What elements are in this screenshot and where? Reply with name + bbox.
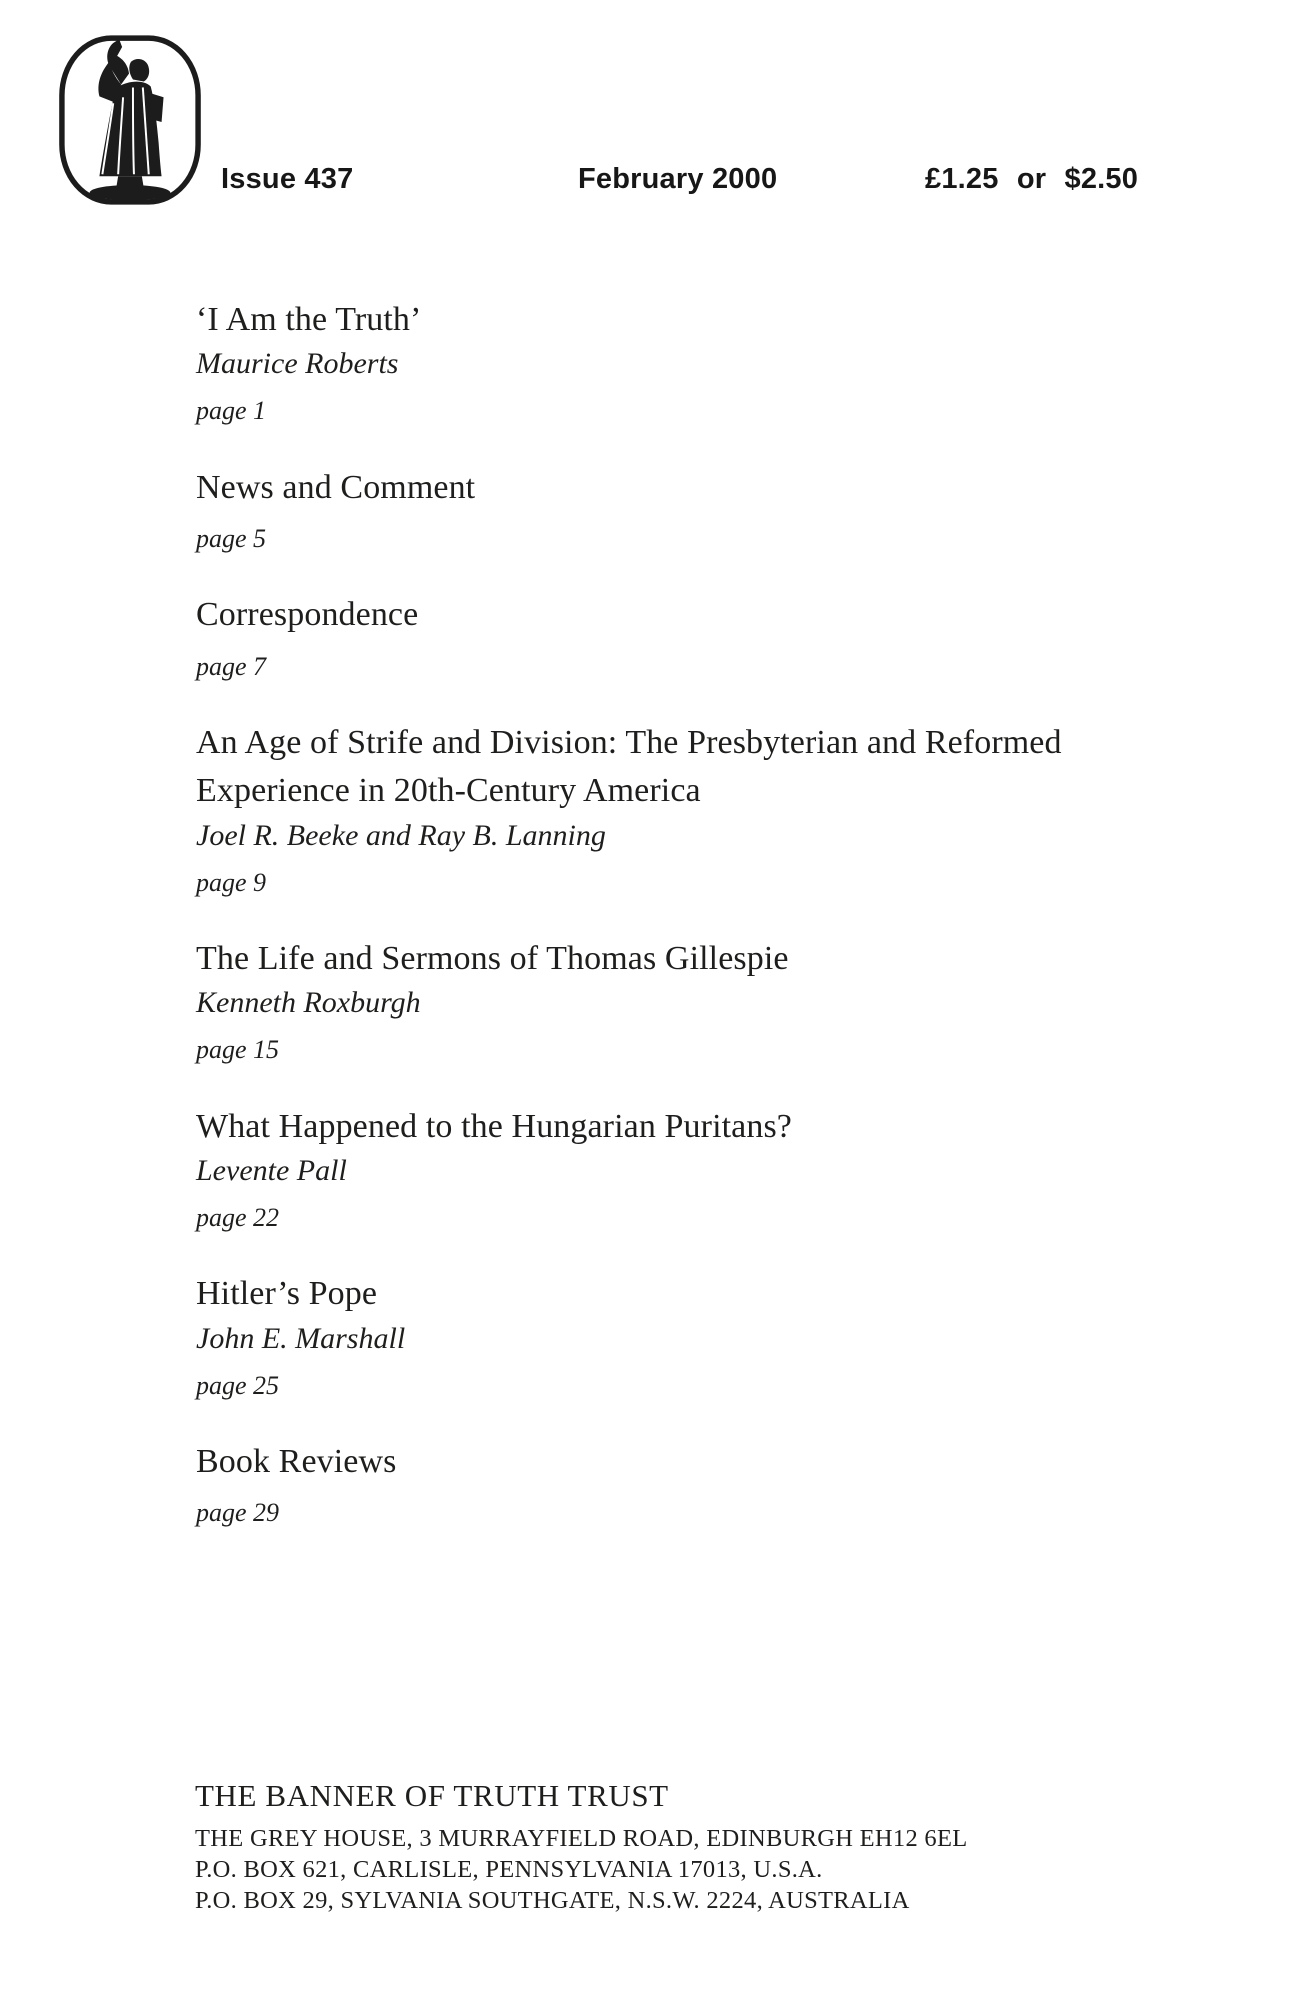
publisher-name: THE BANNER OF TRUTH TRUST: [195, 1778, 669, 1813]
toc-entry-page: page 25: [196, 1370, 280, 1400]
toc-entry: [196, 464, 1201, 556]
toc-entry-title: Hitler’s Pope: [196, 1275, 378, 1313]
publisher-address-line: THE GREY HOUSE, 3 MURRAYFIELD ROAD, EDINBURGH EH12 6EL: [195, 1825, 968, 1853]
issue-number: Issue 437: [221, 163, 354, 195]
toc-entry-page: page 7: [196, 651, 267, 681]
publisher-logo: [56, 32, 204, 208]
publisher-address-line: P.O. BOX 29, SYLVANIA SOUTHGATE, N.S.W. 2224, AUSTRALIA: [195, 1887, 910, 1915]
toc-entry: [196, 296, 1201, 428]
issue-price: £1.25 or $2.50: [925, 163, 1139, 195]
publisher-address-list: [195, 1824, 968, 1917]
toc-entry-page: page 1: [196, 396, 267, 426]
toc-entry-title: Book Reviews: [196, 1443, 397, 1481]
toc-entry: [196, 591, 1201, 683]
preacher-emblem-icon: [56, 32, 204, 208]
toc-entry-title: An Age of Strife and Division: The Presbyterian and Reformed Experience in 20th-Century America: [196, 724, 1062, 810]
toc-entry-author: Levente Pall: [196, 1154, 347, 1188]
issue-date: February 2000: [578, 163, 778, 195]
toc-entry: [196, 935, 1201, 1067]
toc-entry-author: Maurice Roberts: [196, 347, 399, 381]
publisher-address-line: P.O. BOX 621, CARLISLE, PENNSYLVANIA 17013, U.S.A.: [195, 1856, 823, 1884]
table-of-contents: [196, 296, 1201, 1566]
publisher-footer: [195, 1776, 968, 1917]
toc-entry-page: page 9: [196, 867, 267, 897]
toc-entry-author: Joel R. Beeke and Ray B. Lanning: [196, 818, 606, 852]
toc-entry-author: Kenneth Roxburgh: [196, 986, 421, 1020]
toc-entry: [196, 1438, 1201, 1530]
toc-entry-title: Correspondence: [196, 596, 419, 634]
toc-entry: [196, 1270, 1201, 1402]
toc-entry-title: The Life and Sermons of Thomas Gillespie: [196, 940, 789, 978]
toc-entry-author: John E. Marshall: [196, 1321, 406, 1355]
toc-entry-page: page 29: [196, 1498, 280, 1528]
toc-entry: [196, 1103, 1201, 1235]
toc-entry-page: page 22: [196, 1202, 280, 1232]
toc-entry-title: ‘I Am the Truth’: [196, 301, 422, 338]
toc-entry-page: page 15: [196, 1035, 280, 1065]
toc-entry-title: What Happened to the Hungarian Puritans?: [196, 1107, 792, 1145]
toc-entry: [196, 719, 1201, 899]
toc-entry-title: News and Comment: [196, 468, 476, 506]
toc-entry-page: page 5: [196, 523, 267, 553]
